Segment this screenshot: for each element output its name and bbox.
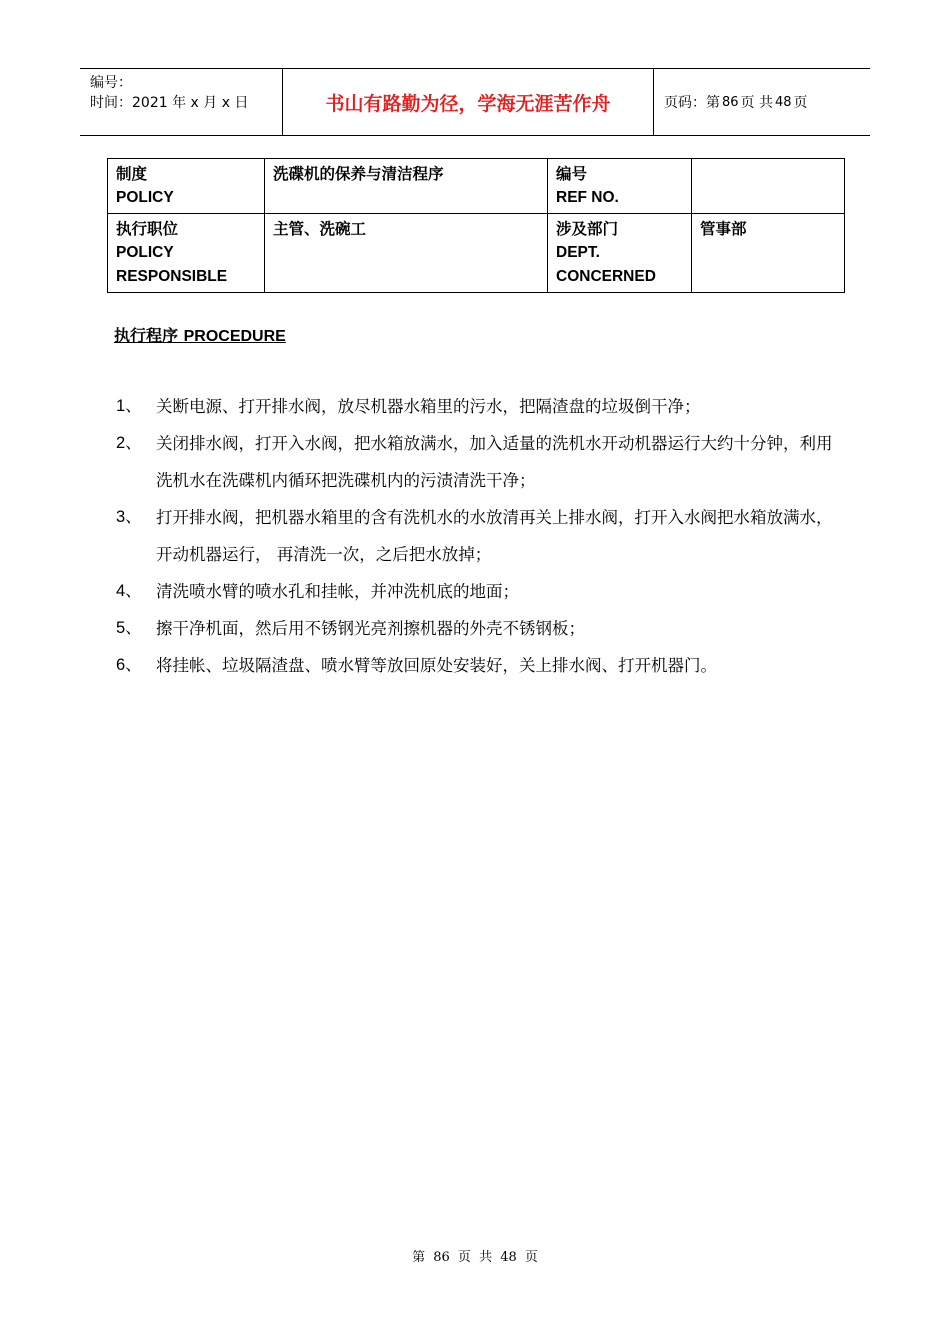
- page-current: 86: [722, 94, 739, 110]
- responsible-label-en2: RESPONSIBLE: [116, 268, 228, 285]
- list-item: [116, 499, 846, 573]
- list-item: [116, 388, 846, 425]
- page-header: [80, 68, 870, 136]
- dept-label-cn: 涉及部门: [556, 220, 619, 238]
- step-text: 打开排水阀，把机器水箱里的含有洗机水的水放清再关上排水阀，打开入水阀把水箱放满水，开动机器运行， 再清洗一次，之后把水放掉；: [156, 508, 833, 564]
- step-number: 3、: [116, 508, 142, 526]
- dept-value: 管事部: [692, 214, 845, 293]
- policy-table: [107, 158, 845, 293]
- procedure-title: [114, 323, 286, 346]
- list-item: [116, 573, 846, 610]
- ref-value: [692, 159, 845, 214]
- step-text: 关断电源、打开排水阀，放尽机器水箱里的污水，把隔渣盘的垃圾倒干净；: [156, 397, 701, 416]
- policy-value: 洗碟机的保养与清洁程序: [265, 159, 548, 214]
- header-motto: 书山有路勤为径，学海无涯苦作舟: [282, 69, 654, 135]
- page-mid: 页 共: [740, 95, 773, 111]
- step-number: 1、: [116, 397, 142, 415]
- page-total: 48: [775, 94, 792, 110]
- procedure-title-en: PROCEDURE: [183, 328, 286, 345]
- step-number: 2、: [116, 434, 142, 452]
- responsible-label-cell: [108, 214, 265, 293]
- procedure-steps: [116, 388, 846, 684]
- responsible-label-en1: POLICY: [116, 244, 174, 261]
- ref-label-en: REF NO.: [556, 189, 619, 206]
- ref-label-cn: 编号: [556, 165, 588, 183]
- policy-label-cn: 制度: [116, 165, 148, 183]
- step-text: 关闭排水阀，打开入水阀，把水箱放满水，加入适量的洗机水开动机器运行大约十分钟，利用洗机水在洗碟机内循环把洗碟机内的污渍清洗干净；: [156, 434, 833, 490]
- policy-label-cell: [108, 159, 265, 214]
- header-page-info: [654, 69, 870, 135]
- page-prefix: 页码：第: [664, 95, 720, 111]
- step-number: 6、: [116, 656, 142, 674]
- dept-label-en2: CONCERNED: [556, 268, 656, 285]
- dept-label-cell: [548, 214, 692, 293]
- list-item: [116, 425, 846, 499]
- table-row: [108, 159, 845, 214]
- step-number: 4、: [116, 582, 142, 600]
- step-text: 清洗喷水臂的喷水孔和挂帐，并冲洗机底的地面；: [156, 582, 519, 601]
- table-row: [108, 214, 845, 293]
- step-text: 将挂帐、垃圾隔渣盘、喷水臂等放回原处安装好，关上排水阀、打开机器门。: [156, 656, 717, 675]
- responsible-label-cn: 执行职位: [116, 220, 179, 238]
- page-suffix: 页: [793, 95, 808, 111]
- step-number: 5、: [116, 619, 142, 637]
- list-item: [116, 610, 846, 647]
- step-text: 擦干净机面，然后用不锈钢光亮剂擦机器的外壳不锈钢板；: [156, 619, 585, 638]
- time-label: 时间：2021 年 x 月 x 日: [90, 95, 249, 111]
- code-label: 编号：: [90, 75, 132, 91]
- policy-label-en: POLICY: [116, 189, 174, 206]
- procedure-title-cn: 执行程序: [114, 326, 179, 345]
- responsible-value: 主管、洗碗工: [265, 214, 548, 293]
- list-item: [116, 647, 846, 684]
- page-footer: 第 86 页 共 48 页: [412, 1250, 538, 1265]
- dept-label-en1: DEPT.: [556, 244, 600, 261]
- header-meta: [80, 69, 282, 135]
- ref-label-cell: [548, 159, 692, 214]
